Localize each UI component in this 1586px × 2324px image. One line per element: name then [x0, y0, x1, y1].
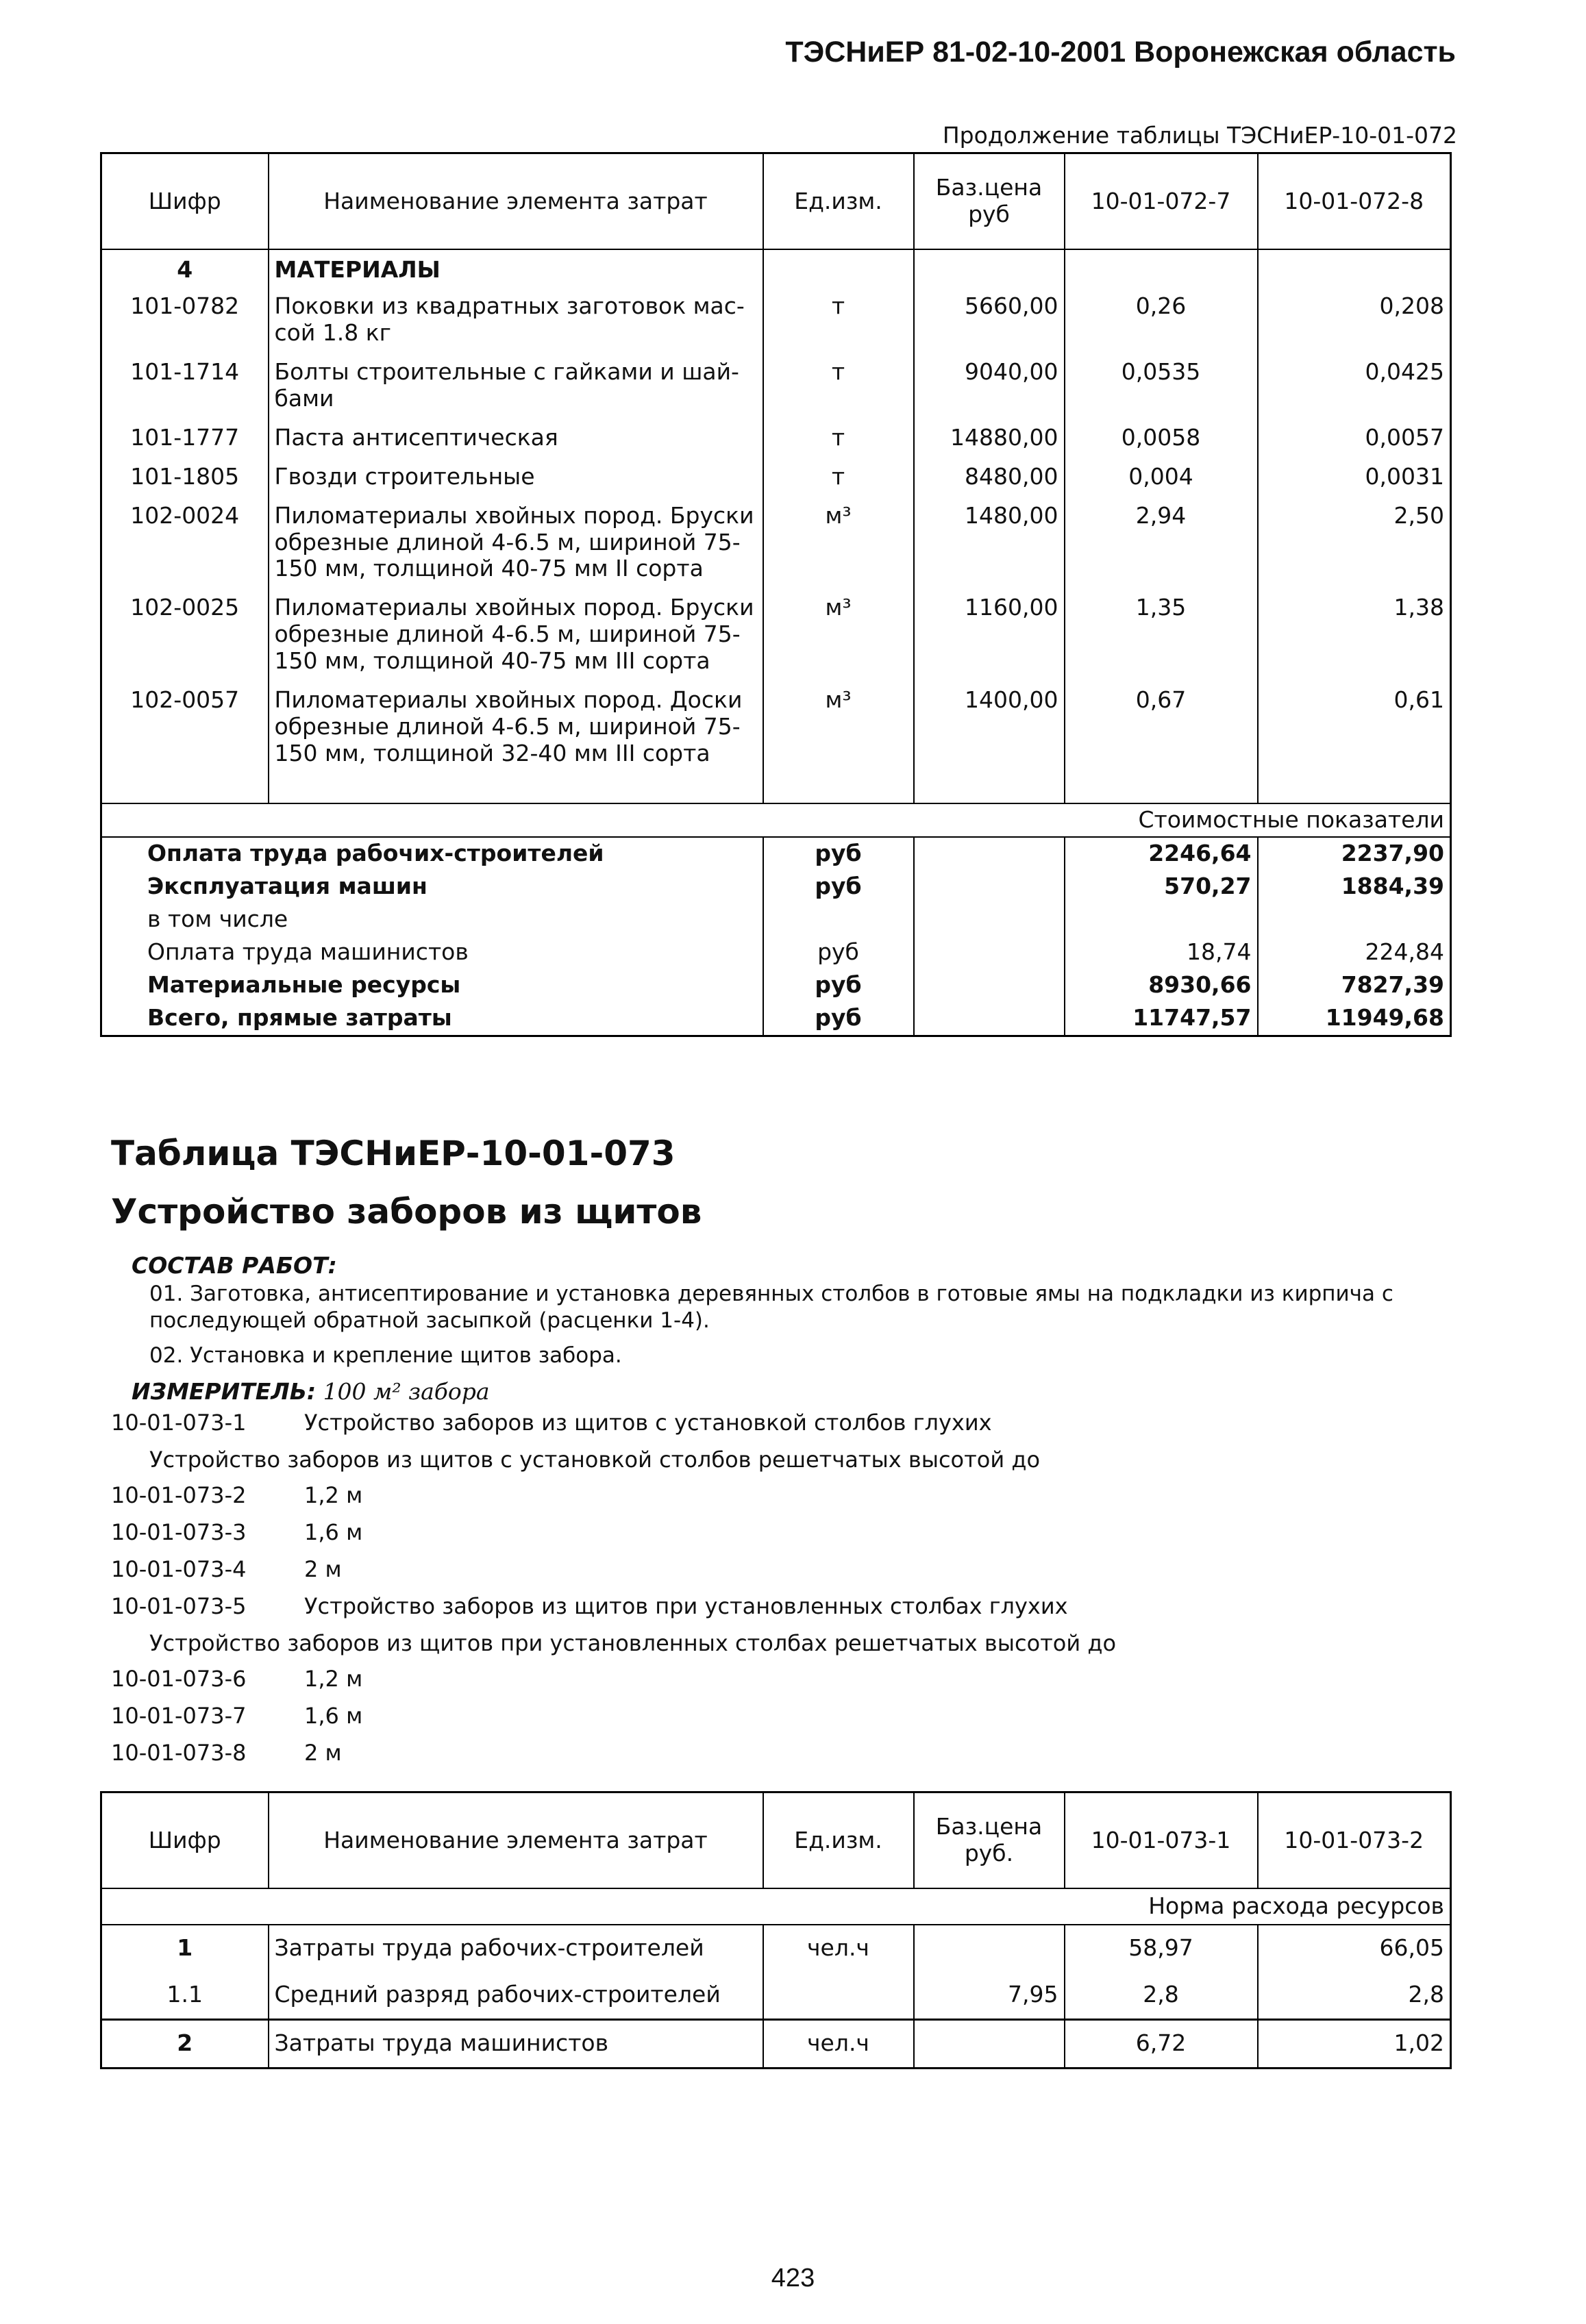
empty-cell [101, 770, 269, 803]
row-name: Паста антисептическая [269, 415, 763, 454]
summary-unit [763, 903, 914, 936]
work-item: 02. Установка и крепление щитов забора. [149, 1343, 622, 1368]
row-code: 101-0782 [101, 286, 269, 349]
summary-value-2: 11949,68 [1258, 1002, 1451, 1036]
price-item-code: 10-01-073-4 [111, 1556, 247, 1582]
summary-value-1: 8930,66 [1065, 969, 1258, 1002]
column-header: 10-01-072-7 [1065, 153, 1258, 250]
empty-cell [763, 770, 914, 803]
row-value-1: 2,94 [1065, 493, 1258, 586]
summary-row [101, 871, 1451, 903]
price-item-code: 10-01-073-1 [111, 1410, 247, 1436]
column-header: Баз.цена руб [914, 153, 1065, 250]
row-code: 1 [101, 1925, 269, 1972]
price-item-code: 10-01-073-8 [111, 1740, 247, 1766]
table-row [101, 1972, 1451, 2020]
summary-value-2 [1258, 903, 1451, 936]
table-row [101, 415, 1451, 454]
row-value-2: 2,50 [1258, 493, 1451, 586]
izmeritel-value: 100 м² забора [323, 1378, 490, 1405]
summary-name: Эксплуатация машин [101, 871, 763, 903]
row-code: 101-1805 [101, 454, 269, 493]
summary-value-1: 2246,64 [1065, 837, 1258, 871]
row-unit: м³ [763, 493, 914, 586]
row-value-2: 0,0057 [1258, 415, 1451, 454]
row-value-1: 2,8 [1065, 1972, 1258, 2020]
price-item [111, 1410, 992, 1436]
summary-value-2: 1884,39 [1258, 871, 1451, 903]
price-item [111, 1556, 342, 1582]
price-item [111, 1740, 342, 1766]
empty-cell [914, 969, 1065, 1002]
row-unit: т [763, 454, 914, 493]
empty-cell [763, 249, 914, 286]
row-code: 102-0024 [101, 493, 269, 586]
column-header: Шифр [101, 153, 269, 250]
row-name: Средний разряд рабочих-строителей [269, 1972, 763, 2020]
cost-caption: Стоимостные показатели [101, 803, 1451, 837]
row-name: Гвозди строительные [269, 454, 763, 493]
summary-value-1: 18,74 [1065, 936, 1258, 969]
row-value-2: 1,02 [1258, 2019, 1451, 2068]
row-value-1: 0,004 [1065, 454, 1258, 493]
empty-cell [1258, 249, 1451, 286]
summary-row [101, 936, 1451, 969]
price-group-heading: Устройство заборов из щитов при установленных столбах решетчатых высотой до [149, 1630, 1117, 1656]
summary-name: Материальные ресурсы [101, 969, 763, 1002]
section-name: МАТЕРИАЛЫ [269, 249, 763, 286]
price-item-text: 2 м [304, 1556, 342, 1582]
summary-unit: руб [763, 936, 914, 969]
norm-caption-row [101, 1888, 1451, 1925]
summary-name: в том числе [101, 903, 763, 936]
summary-value-2: 2237,90 [1258, 837, 1451, 871]
row-value-2: 66,05 [1258, 1925, 1451, 1972]
summary-unit: руб [763, 969, 914, 1002]
row-name: Пиломатериалы хвойных пород. Бруски обрезные длиной 4-6.5 м, шириной 75-150 мм, толщиной 40-75 мм II сорта [269, 493, 763, 586]
summary-unit: руб [763, 837, 914, 871]
column-header: Шифр [101, 1792, 269, 1889]
page-number: 423 [771, 2264, 815, 2292]
row-code: 2 [101, 2019, 269, 2068]
row-value-2: 1,38 [1258, 585, 1451, 677]
row-value-1: 0,67 [1065, 677, 1258, 770]
row-price [914, 2019, 1065, 2068]
row-price: 14880,00 [914, 415, 1065, 454]
table-row-section [101, 249, 1451, 286]
price-item-text: Устройство заборов из щитов при установленных столбах глухих [304, 1593, 1068, 1619]
row-value-1: 6,72 [1065, 2019, 1258, 2068]
empty-cell [1065, 249, 1258, 286]
row-value-1: 0,0535 [1065, 349, 1258, 415]
row-code: 1.1 [101, 1972, 269, 2020]
row-value-2: 0,208 [1258, 286, 1451, 349]
row-name: Пиломатериалы хвойных пород. Бруски обрезные длиной 4-6.5 м, шириной 75-150 мм, толщиной 40-75 мм III сорта [269, 585, 763, 677]
column-header: Наименование элемента затрат [269, 153, 763, 250]
row-value-2: 2,8 [1258, 1972, 1451, 2020]
empty-cell [914, 837, 1065, 871]
row-value-1: 58,97 [1065, 1925, 1258, 1972]
table-10-01-073 [100, 1791, 1452, 2069]
row-code: 102-0025 [101, 585, 269, 677]
empty-cell [1258, 770, 1451, 803]
row-price [914, 1925, 1065, 1972]
empty-cell [269, 770, 763, 803]
summary-row [101, 969, 1451, 1002]
table-row [101, 1925, 1451, 1972]
empty-cell [1065, 770, 1258, 803]
table2-body [101, 1888, 1451, 2068]
row-unit: т [763, 415, 914, 454]
table-row [101, 493, 1451, 586]
price-item-code: 10-01-073-3 [111, 1519, 247, 1545]
column-header: 10-01-072-8 [1258, 153, 1451, 250]
row-unit: т [763, 349, 914, 415]
summary-name: Всего, прямые затраты [101, 1002, 763, 1036]
continuation-caption: Продолжение таблицы ТЭСНиЕР-10-01-072 [942, 122, 1457, 149]
price-item [111, 1482, 362, 1508]
row-price: 7,95 [914, 1972, 1065, 2020]
row-value-1: 0,0058 [1065, 415, 1258, 454]
row-name: Пиломатериалы хвойных пород. Доски обрезные длиной 4-6.5 м, шириной 75-150 мм, толщиной 32-40 мм III сорта [269, 677, 763, 770]
empty-cell [914, 903, 1065, 936]
row-unit: чел.ч [763, 2019, 914, 2068]
table-row [101, 677, 1451, 770]
table-row [101, 454, 1451, 493]
cost-caption-row [101, 803, 1451, 837]
price-item [111, 1703, 362, 1729]
row-unit: чел.ч [763, 1925, 914, 1972]
table-row [101, 286, 1451, 349]
summary-value-1 [1065, 903, 1258, 936]
price-item-code: 10-01-073-6 [111, 1666, 247, 1692]
price-item-text: 1,6 м [304, 1703, 363, 1729]
row-price: 8480,00 [914, 454, 1065, 493]
row-unit: т [763, 286, 914, 349]
row-code: 101-1714 [101, 349, 269, 415]
summary-value-1: 570,27 [1065, 871, 1258, 903]
row-code: 102-0057 [101, 677, 269, 770]
price-item-code: 10-01-073-5 [111, 1593, 247, 1619]
row-value-1: 0,26 [1065, 286, 1258, 349]
summary-unit: руб [763, 871, 914, 903]
price-item-text: 1,6 м [304, 1519, 363, 1545]
row-name: Поковки из квадратных заготовок мас-сой 1.8 кг [269, 286, 763, 349]
table-10-01-072 [100, 152, 1452, 1037]
row-code: 101-1777 [101, 415, 269, 454]
table-row [101, 349, 1451, 415]
price-item-text: Устройство заборов из щитов с установкой столбов глухих [304, 1410, 992, 1436]
row-price: 1400,00 [914, 677, 1065, 770]
row-value-2: 0,61 [1258, 677, 1451, 770]
row-price: 1480,00 [914, 493, 1065, 586]
column-header: 10-01-073-2 [1258, 1792, 1451, 1889]
norm-caption: Норма расхода ресурсов [101, 1888, 1451, 1925]
row-name: Болты строительные с гайками и шай-бами [269, 349, 763, 415]
table-subtitle: Устройство заборов из щитов [111, 1192, 702, 1232]
price-item-code: 10-01-073-2 [111, 1482, 247, 1508]
row-name: Затраты труда машинистов [269, 2019, 763, 2068]
summary-value-1: 11747,57 [1065, 1002, 1258, 1036]
price-item-text: 1,2 м [304, 1666, 363, 1692]
price-item-code: 10-01-073-7 [111, 1703, 247, 1729]
row-unit: м³ [763, 677, 914, 770]
summary-value-2: 224,84 [1258, 936, 1451, 969]
row-unit: м³ [763, 585, 914, 677]
price-item-text: 1,2 м [304, 1482, 363, 1508]
empty-cell [914, 1002, 1065, 1036]
work-item: 01. Заготовка, антисептирование и установка деревянных столбов в готовые ямы на подкладки из кирпича с последующей обратной засыпкой (расценки 1-4). [149, 1282, 1393, 1333]
row-name: Затраты труда рабочих-строителей [269, 1925, 763, 1972]
price-item-text: 2 м [304, 1740, 342, 1766]
empty-cell [914, 770, 1065, 803]
table-row [101, 2019, 1451, 2068]
price-item [111, 1666, 362, 1692]
sostav-label: СОСТАВ РАБОТ: [132, 1252, 337, 1279]
row-value-2: 0,0031 [1258, 454, 1451, 493]
table-title: Таблица ТЭСНиЕР-10-01-073 [111, 1134, 676, 1173]
summary-row [101, 903, 1451, 936]
empty-cell [914, 871, 1065, 903]
summary-value-2: 7827,39 [1258, 969, 1451, 1002]
empty-cell [914, 936, 1065, 969]
page-header: ТЭСНиЕР 81-02-10-2001 Воронежская область [785, 36, 1456, 68]
izmeritel [132, 1378, 490, 1405]
summary-name: Оплата труда рабочих-строителей [101, 837, 763, 871]
spacer-row [101, 770, 1451, 803]
column-header: Наименование элемента затрат [269, 1792, 763, 1889]
row-value-1: 1,35 [1065, 585, 1258, 677]
summary-unit: руб [763, 1002, 914, 1036]
column-header: 10-01-073-1 [1065, 1792, 1258, 1889]
price-group-heading: Устройство заборов из щитов с установкой столбов решетчатых высотой до [149, 1447, 1041, 1473]
price-item [111, 1593, 1068, 1619]
price-item [111, 1519, 362, 1545]
summary-row [101, 1002, 1451, 1036]
izmeritel-label: ИЗМЕРИТЕЛЬ: [132, 1378, 317, 1405]
row-price: 9040,00 [914, 349, 1065, 415]
column-header: Баз.цена руб. [914, 1792, 1065, 1889]
table-row [101, 585, 1451, 677]
summary-row [101, 837, 1451, 871]
column-header: Ед.изм. [763, 1792, 914, 1889]
row-unit [763, 1972, 914, 2020]
column-header: Ед.изм. [763, 153, 914, 250]
table1-body [101, 249, 1451, 1036]
summary-name: Оплата труда машинистов [101, 936, 763, 969]
empty-cell [914, 249, 1065, 286]
row-price: 5660,00 [914, 286, 1065, 349]
row-price: 1160,00 [914, 585, 1065, 677]
row-value-2: 0,0425 [1258, 349, 1451, 415]
section-code: 4 [101, 249, 269, 286]
